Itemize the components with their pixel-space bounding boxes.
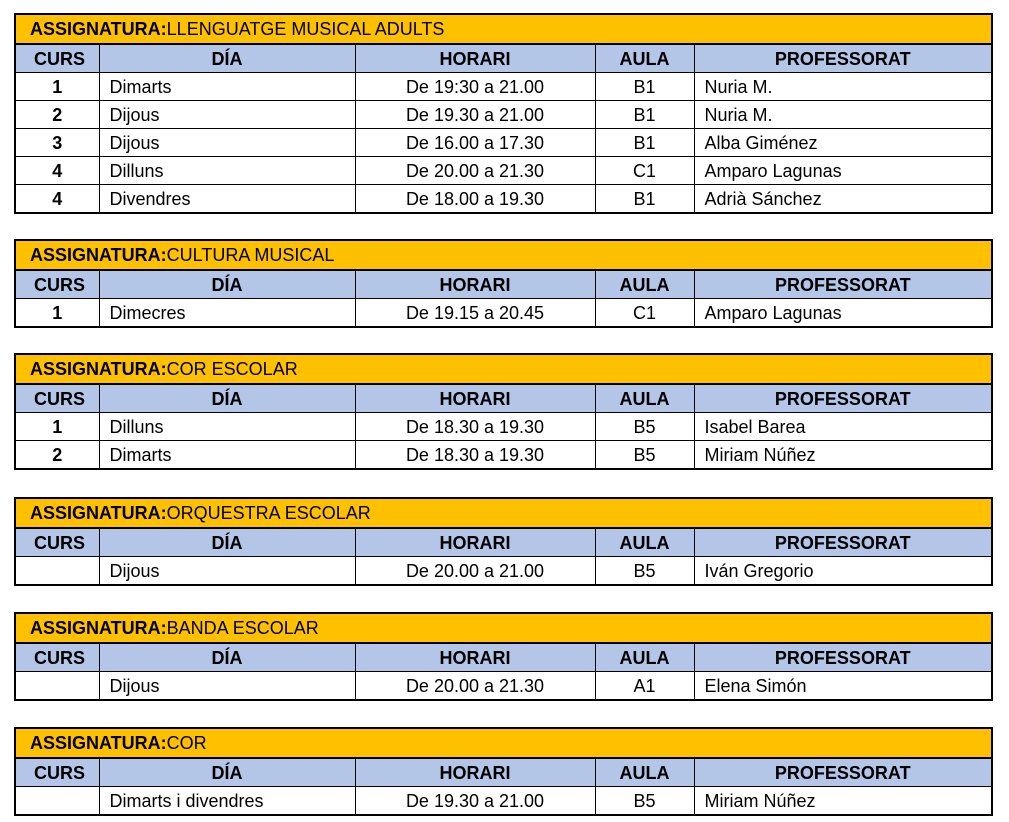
table-row [15,413,992,441]
table-row [15,787,992,816]
cell-dia: Divendres [99,185,355,214]
cell-professorat: Iván Gregorio [694,557,992,586]
cell-horari: De 19.30 a 21.00 [355,787,595,816]
header-curs: CURS [15,528,99,557]
column-header-row [15,384,992,413]
cell-curs: 2 [15,101,99,129]
cell-curs: 1 [15,73,99,101]
cell-curs [15,787,99,816]
cell-dia: Dijous [99,129,355,157]
header-dia: DÍA [99,528,355,557]
cell-aula: B1 [595,129,694,157]
header-horari: HORARI [355,528,595,557]
cell-aula: C1 [595,299,694,328]
cell-curs: 3 [15,129,99,157]
header-curs: CURS [15,758,99,787]
cell-professorat: Nuria M. [694,101,992,129]
header-aula: AULA [595,758,694,787]
cell-curs [15,557,99,586]
header-aula: AULA [595,270,694,299]
column-header-row [15,528,992,557]
header-horari: HORARI [355,44,595,73]
table-row [15,129,992,157]
cell-horari: De 19:30 a 21.00 [355,73,595,101]
cell-professorat: Miriam Núñez [694,441,992,470]
header-aula: AULA [595,528,694,557]
table-row [15,441,992,470]
subject-title-row [15,354,992,384]
cell-horari: De 19.30 a 21.00 [355,101,595,129]
cell-aula: B5 [595,413,694,441]
cell-dia: Dijous [99,557,355,586]
column-header-row [15,44,992,73]
header-horari: HORARI [355,384,595,413]
cell-professorat: Elena Simón [694,672,992,701]
cell-aula: B1 [595,73,694,101]
cell-aula: C1 [595,157,694,185]
subject-name: BANDA ESCOLAR [166,618,319,638]
cell-aula: B5 [595,441,694,470]
header-curs: CURS [15,44,99,73]
header-dia: DÍA [99,643,355,672]
header-aula: AULA [595,44,694,73]
cell-dia: Dimarts [99,441,355,470]
cell-dia: Dimecres [99,299,355,328]
header-professorat: PROFESSORAT [694,528,992,557]
subject-name: CULTURA MUSICAL [166,245,335,265]
header-professorat: PROFESSORAT [694,758,992,787]
cell-horari: De 18.00 a 19.30 [355,185,595,214]
cell-horari: De 18.30 a 19.30 [355,441,595,470]
cell-curs: 1 [15,413,99,441]
subject-title-row [15,14,992,44]
cell-professorat: Isabel Barea [694,413,992,441]
header-horari: HORARI [355,270,595,299]
header-professorat: PROFESSORAT [694,643,992,672]
cell-dia: Dilluns [99,413,355,441]
table-row [15,672,992,701]
cell-dia: Dijous [99,101,355,129]
cell-aula: B5 [595,787,694,816]
header-professorat: PROFESSORAT [694,384,992,413]
cell-horari: De 20.00 a 21.00 [355,557,595,586]
header-dia: DÍA [99,384,355,413]
subject-schedule-table [14,612,993,701]
header-curs: CURS [15,270,99,299]
table-row [15,557,992,586]
subject-label: ASSIGNATURA: [30,359,167,379]
cell-curs: 4 [15,185,99,214]
table-row [15,157,992,185]
header-professorat: PROFESSORAT [694,270,992,299]
cell-curs: 4 [15,157,99,185]
cell-horari: De 20.00 a 21.30 [355,157,595,185]
header-dia: DÍA [99,270,355,299]
cell-aula: B5 [595,557,694,586]
subject-label: ASSIGNATURA: [30,19,167,39]
header-aula: AULA [595,643,694,672]
subject-schedule-table [14,727,993,816]
subject-title-row [15,240,992,270]
cell-horari: De 18.30 a 19.30 [355,413,595,441]
header-horari: HORARI [355,643,595,672]
subject-schedule-table [14,239,993,328]
header-professorat: PROFESSORAT [694,44,992,73]
cell-professorat: Nuria M. [694,73,992,101]
header-curs: CURS [15,643,99,672]
header-dia: DÍA [99,44,355,73]
cell-professorat: Alba Giménez [694,129,992,157]
subject-schedule-table [14,13,993,214]
cell-horari: De 19.15 a 20.45 [355,299,595,328]
cell-horari: De 16.00 a 17.30 [355,129,595,157]
cell-aula: B1 [595,101,694,129]
column-header-row [15,270,992,299]
column-header-row [15,643,992,672]
header-aula: AULA [595,384,694,413]
subject-title-row [15,613,992,643]
cell-dia: Dimarts [99,73,355,101]
subject-title-row [15,728,992,758]
cell-dia: Dimarts i divendres [99,787,355,816]
cell-curs: 1 [15,299,99,328]
cell-professorat: Amparo Lagunas [694,299,992,328]
subject-title-row [15,498,992,528]
column-header-row [15,758,992,787]
cell-dia: Dilluns [99,157,355,185]
table-row [15,185,992,214]
subject-label: ASSIGNATURA: [30,733,167,753]
subject-name: ORQUESTRA ESCOLAR [166,503,371,523]
cell-horari: De 20.00 a 21.30 [355,672,595,701]
table-row [15,299,992,328]
subject-label: ASSIGNATURA: [30,503,167,523]
subject-name: COR ESCOLAR [166,359,298,379]
cell-curs: 2 [15,441,99,470]
cell-aula: B1 [595,185,694,214]
subject-label: ASSIGNATURA: [30,618,167,638]
subject-name: LLENGUATGE MUSICAL ADULTS [166,19,445,39]
table-row [15,101,992,129]
cell-dia: Dijous [99,672,355,701]
cell-professorat: Miriam Núñez [694,787,992,816]
cell-curs [15,672,99,701]
subject-schedule-table [14,353,993,470]
cell-professorat: Adrià Sánchez [694,185,992,214]
subject-schedule-table [14,497,993,586]
cell-aula: A1 [595,672,694,701]
subject-label: ASSIGNATURA: [30,245,167,265]
header-dia: DÍA [99,758,355,787]
cell-professorat: Amparo Lagunas [694,157,992,185]
header-curs: CURS [15,384,99,413]
subject-name: COR [166,733,207,753]
header-horari: HORARI [355,758,595,787]
table-row [15,73,992,101]
